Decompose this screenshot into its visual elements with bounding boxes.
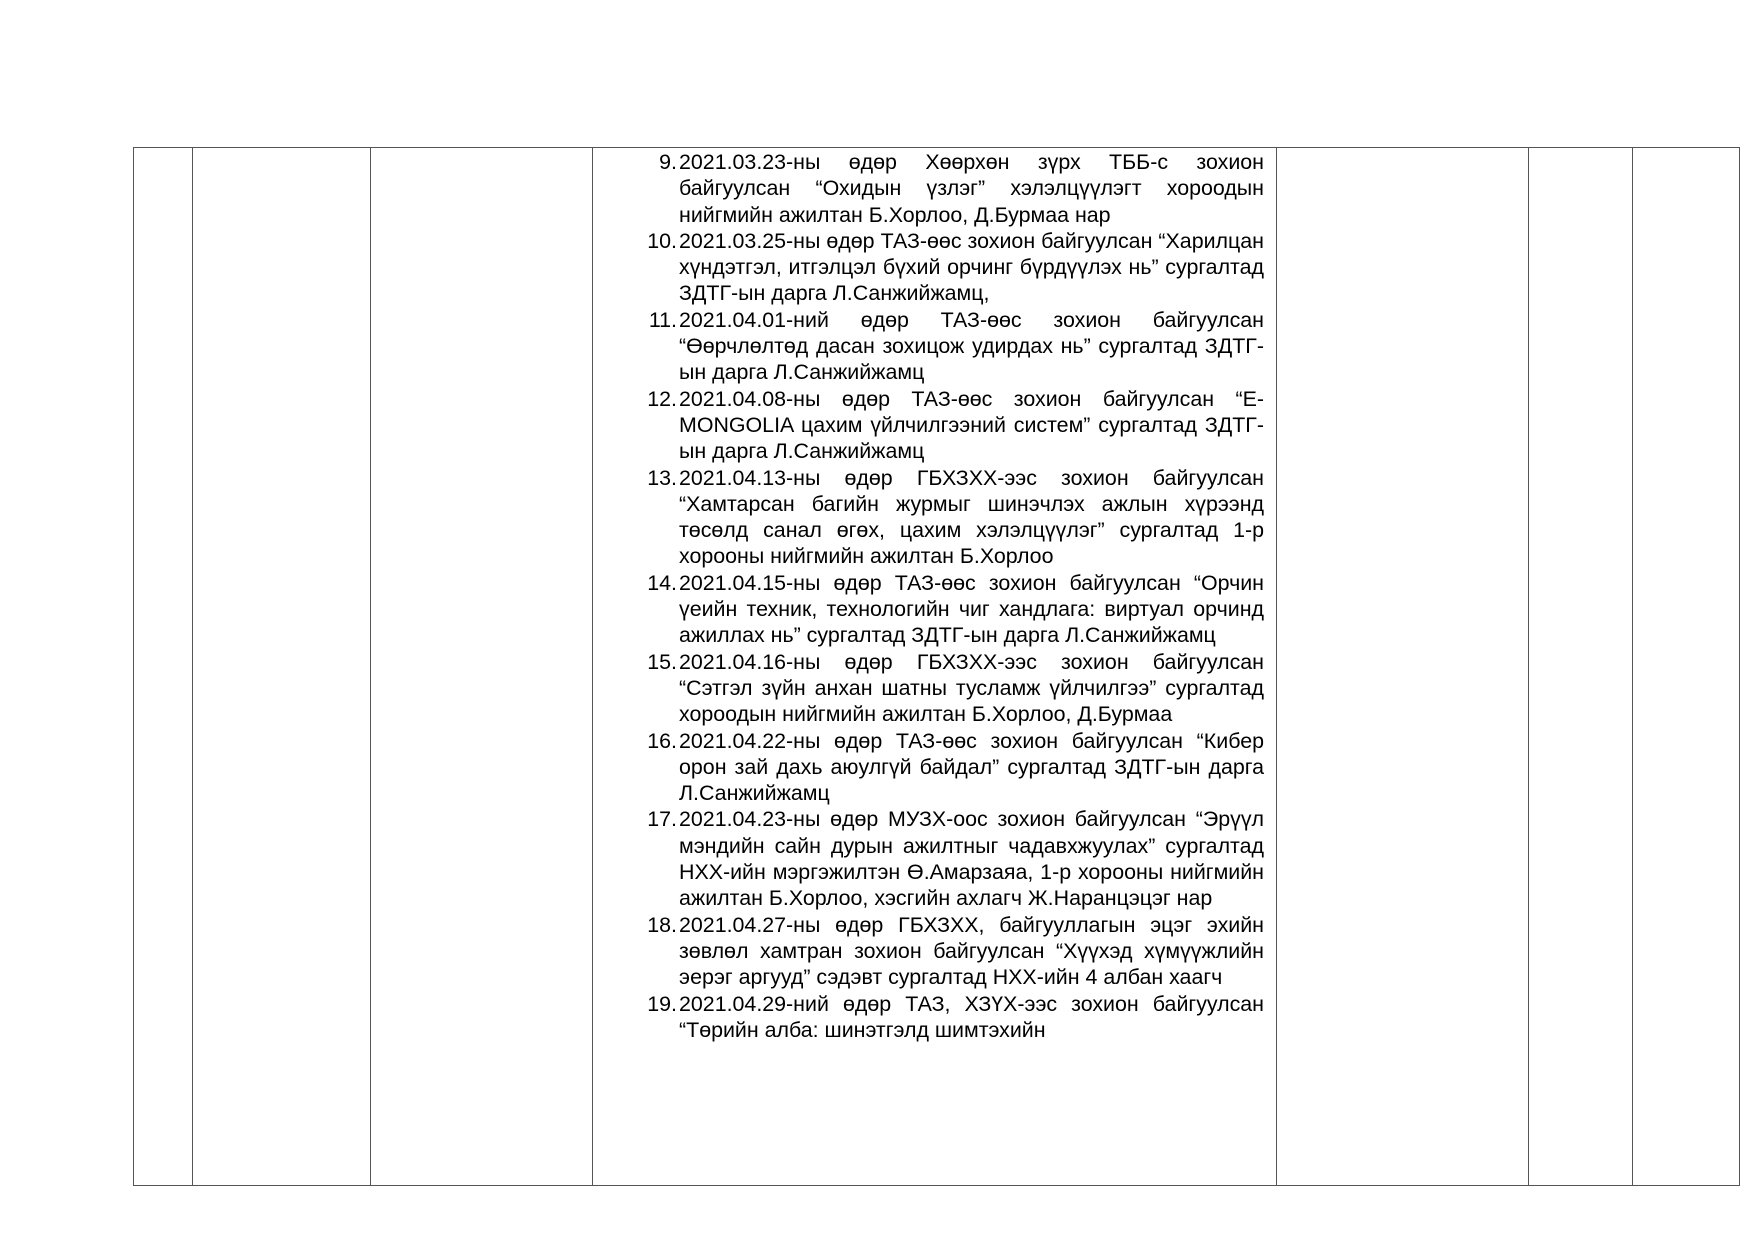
event-list — [593, 148, 1276, 1043]
list-item-text: 2021.04.29-ний өдөр ТАЗ, ХЗҮХ-ээс зохион байгуулсан “Төрийн алба: шинэтгэлд шимтэхийн — [679, 991, 1264, 1042]
list-item-number: 15. — [647, 649, 677, 674]
list-item-number: 10. — [647, 228, 677, 253]
list-item-text: 2021.04.16-ны өдөр ГБХЗХХ-ээс зохион байгуулсан “Сэтгэл зүйн анхан шатны тусламж үйлчилгээ” сургалтад хороодын нийгмийн ажилтан Б.Хорлоо, Д.Бурмаа — [679, 649, 1264, 727]
list-item — [601, 465, 1264, 570]
table-row — [134, 148, 1740, 1186]
list-item — [601, 649, 1264, 728]
list-item-number: 18. — [647, 912, 677, 937]
list-item — [601, 386, 1264, 465]
list-item — [601, 991, 1264, 1044]
list-item-number: 12. — [647, 386, 677, 411]
list-item — [601, 570, 1264, 649]
list-item-number: 16. — [647, 728, 677, 753]
list-item-text: 2021.04.23-ны өдөр МУЗХ-оос зохион байгуулсан “Эрүүл мэндийн сайн дурын ажилтныг чадавхжуулах” сургалтад НХХ-ийн мэргэжилтэн Ө.Амарзаяа, 1-р хорооны нийгмийн ажилтан Б.Хорлоо, хэсгийн ахлагч Ж.Наранцэцэг нар — [679, 807, 1264, 911]
list-item-text: 2021.04.15-ны өдөр ТАЗ-өөс зохион байгуулсан “Орчин үеийн техник, технологийн чиг хандлага: виртуал орчинд ажиллах нь” сургалтад ЗДТГ-ын дарга Л.Санжийжамц — [679, 570, 1264, 648]
table-cell-col6 — [1529, 148, 1633, 1186]
list-item — [601, 307, 1264, 386]
list-item-text: 2021.04.08-ны өдөр ТАЗ-өөс зохион байгуулсан “E-MONGOLIA цахим үйлчилгээний систем” сургалтад ЗДТГ-ын дарга Л.Санжийжамц — [679, 386, 1264, 464]
table-cell-col2 — [193, 148, 371, 1186]
list-item-text: 2021.03.23-ны өдөр Хөөрхөн зүрх ТББ-с зохион байгуулсан “Охидын үзлэг” хэлэлцүүлэгт хороодын нийгмийн ажилтан Б.Хорлоо, Д.Бурмаа нар — [679, 150, 1264, 227]
list-item-text: 2021.04.13-ны өдөр ГБХЗХХ-ээс зохион байгуулсан “Хамтарсан багийн журмыг шинэчлэх ажлын хүрээнд төсөлд санал өгөх, цахим хэлэлцүүлэг” сургалтад 1-р хорооны нийгмийн ажилтан Б.Хорлоо — [679, 465, 1264, 569]
list-item — [601, 912, 1264, 991]
list-item-number: 11. — [648, 307, 677, 332]
table-cell-col3 — [371, 148, 593, 1186]
table-cell-col7 — [1633, 148, 1740, 1186]
list-item-number: 9. — [659, 150, 677, 174]
list-item-text: 2021.04.01-ний өдөр ТАЗ-өөс зохион байгуулсан “Өөрчлөлтөд дасан зохицож удирдах нь” сургалтад ЗДТГ-ын дарга Л.Санжийжамц — [679, 307, 1264, 385]
list-item — [601, 728, 1264, 807]
list-item-number: 19. — [647, 991, 677, 1016]
list-item-text: 2021.04.27-ны өдөр ГБХЗХХ, байгууллагын эцэг эхийн зөвлөл хамтран зохион байгуулсан “Хүүхэд хүмүүжлийн эерэг аргууд” сэдэвт сургалтад НХХ-ийн 4 албан хаагч — [679, 912, 1264, 990]
list-item — [601, 228, 1264, 307]
list-item — [601, 149, 1264, 228]
list-item-number: 14. — [647, 570, 677, 595]
table-cell-content — [593, 148, 1277, 1186]
list-item — [601, 806, 1264, 911]
table-cell-col5 — [1277, 148, 1529, 1186]
list-item-number: 17. — [647, 807, 677, 832]
report-table — [133, 147, 1740, 1186]
list-item-text: 2021.04.22-ны өдөр ТАЗ-өөс зохион байгуулсан “Кибер орон зай дахь аюулгүй байдал” сургалтад ЗДТГ-ын дарга Л.Санжийжамц — [679, 728, 1264, 806]
table-cell-col1 — [134, 148, 193, 1186]
list-item-text: 2021.03.25-ны өдөр ТАЗ-өөс зохион байгуулсан “Харилцан хүндэтгэл, итгэлцэл бүхий орчинг бүрдүүлэх нь” сургалтад ЗДТГ-ын дарга Л.Санжийжамц, — [679, 228, 1264, 306]
list-item-number: 13. — [647, 465, 677, 490]
